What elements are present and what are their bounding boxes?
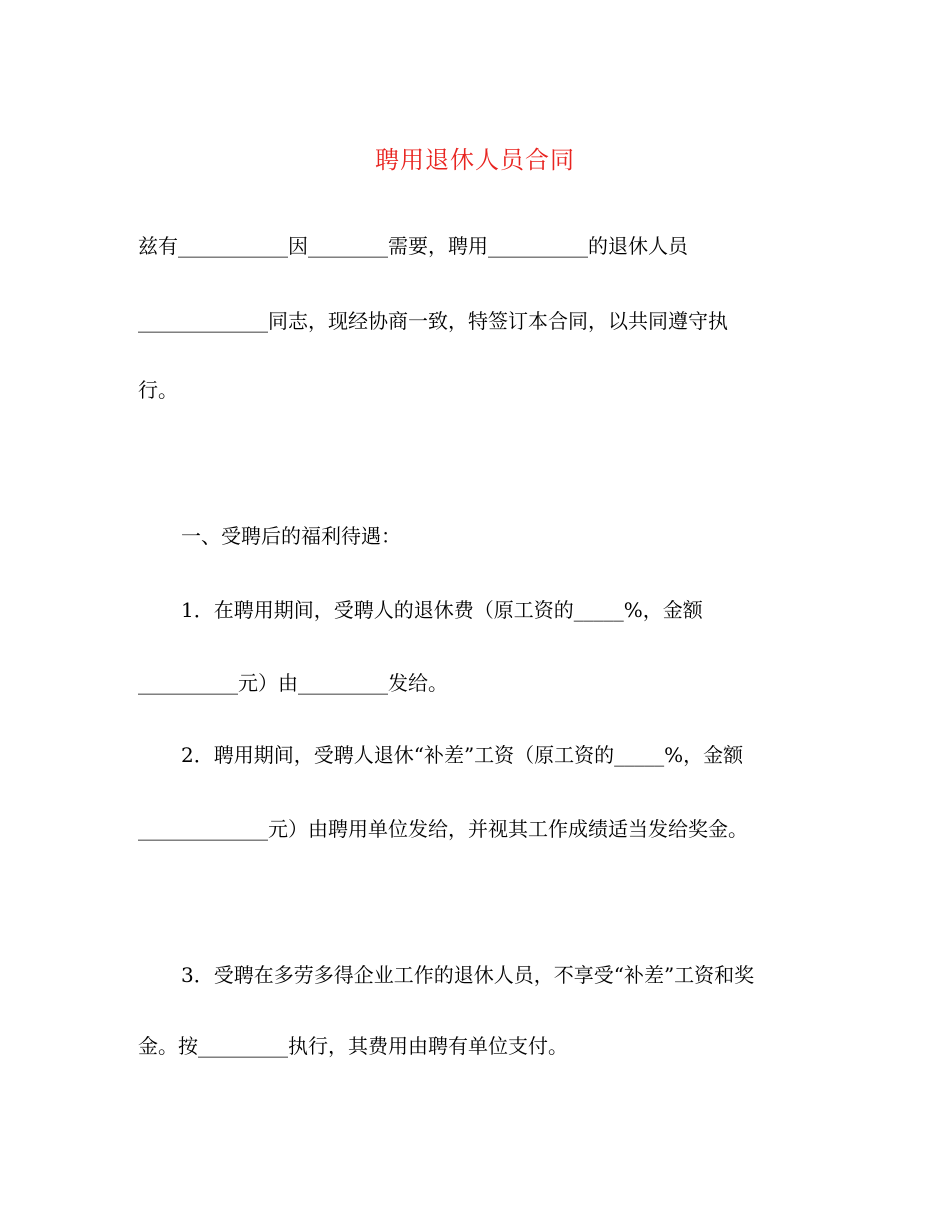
clause-3-line-1: 3．受聘在多劳多得企业工作的退休人员，不享受“补差”工资和奖: [181, 963, 755, 987]
section-heading-benefits: 一、受聘后的福利待遇：: [181, 524, 401, 548]
intro-line-1: 兹有___________因________需要，聘用__________的退休人员: [138, 234, 688, 258]
intro-line-3: 行。: [138, 378, 178, 402]
clause-2-line-1: 2．聘用期间，受聘人退休“补差”工资（原工资的_____%，金额: [181, 743, 744, 767]
intro-line-2: _____________同志，现经协商一致，特签订本合同，以共同遵守执: [138, 309, 728, 333]
clause-1-line-2: __________元）由_________发给。: [138, 671, 448, 695]
clause-2-line-2: _____________元）由聘用单位发给，并视其工作成绩适当发给奖金。: [138, 817, 748, 841]
clause-1-line-1: 1．在聘用期间，受聘人的退休费（原工资的_____%，金额: [181, 598, 703, 622]
clause-3-line-2: 金。按_________执行，其费用由聘有单位支付。: [138, 1034, 568, 1058]
document-title: 聘用退休人员合同: [375, 146, 575, 174]
